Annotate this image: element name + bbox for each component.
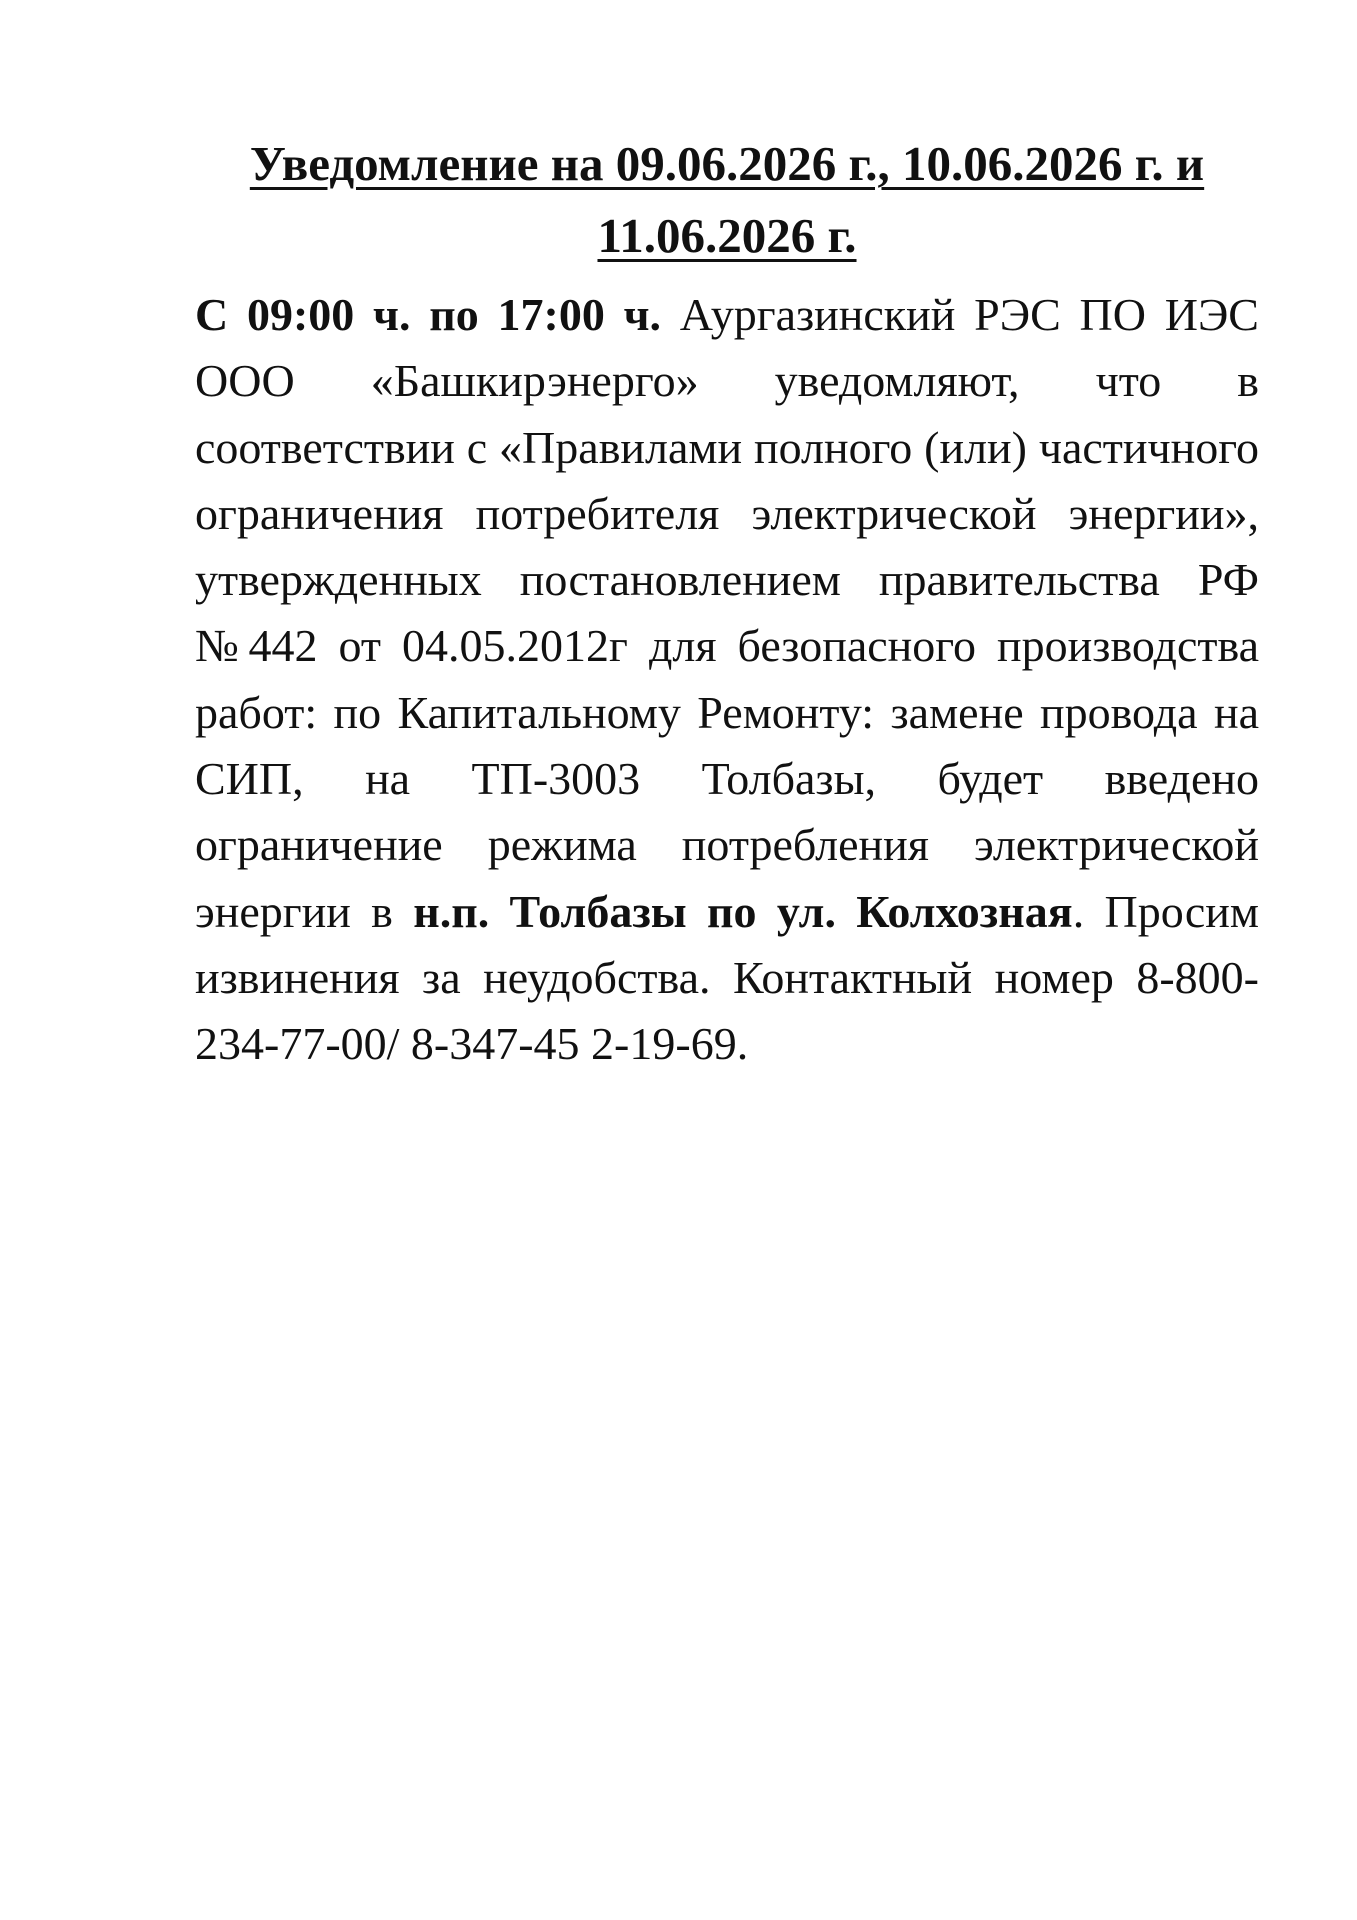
notice-body — [195, 282, 1259, 1078]
notice-title-line1: Уведомление на 09.06.2026 г., 10.06.2026 г. и — [249, 136, 1205, 191]
notice-time-range: С 09:00 ч. по 17:00 ч. — [195, 289, 662, 340]
notice-title-line2: 11.06.2026 г. — [597, 208, 857, 263]
notice-text-part2: . Просим извинения за неудобства. Контактный номер 8-800-234-77-00/ 8-347-45 2-19-69. — [195, 885, 1259, 1070]
notice-location: н.п. Толбазы по ул. Колхозная — [413, 885, 1073, 937]
notice-title — [195, 128, 1259, 272]
notice-text-part1: Аургазинский РЭС ПО ИЭС ООО «Башкирэнерго» уведомляют, что в соответствии с «Правилами полного (или) частичного ограничения потребителя электрической энергии», утвержденных постановлением правительства РФ №442 от 04.05.2012г для безопасного производства работ: по Капитальному Ремонту: замене провода на СИП, на ТП-3003 Толбазы, будет введено ограничение режима потребления электрической энергии в — [195, 289, 1259, 937]
